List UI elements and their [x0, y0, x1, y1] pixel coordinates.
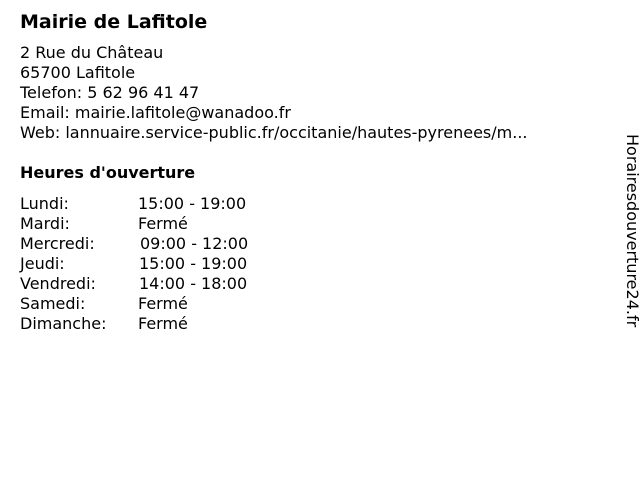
day-label: Jeudi: [20, 254, 65, 273]
day-label: Lundi: [20, 194, 69, 213]
hours-row-saturday [20, 294, 320, 314]
day-label: Mardi: [20, 214, 70, 233]
address-block [20, 43, 527, 143]
page-title: Mairie de Lafitole [20, 11, 208, 33]
time-value: 15:00 - 19:00 [138, 194, 247, 213]
time-value: 14:00 - 18:00 [139, 274, 248, 293]
opening-hours-heading: Heures d'ouverture [20, 163, 196, 182]
website-url: Web: lannuaire.service-public.fr/occitanie/hautes-pyrenees/m... [20, 123, 528, 142]
hours-row-monday [20, 194, 320, 214]
hours-row-tuesday [20, 214, 320, 234]
city-postal-code: 65700 Lafitole [20, 63, 136, 82]
time-value: 09:00 - 12:00 [140, 234, 249, 253]
day-label: Samedi: [20, 294, 86, 313]
time-value: Fermé [138, 214, 188, 233]
opening-hours-table [20, 194, 320, 334]
hours-row-thursday [20, 254, 320, 274]
day-label: Mercredi: [20, 234, 95, 253]
email-address: Email: mairie.lafitole@wanadoo.fr [20, 103, 291, 122]
time-value: Fermé [138, 294, 188, 313]
hours-row-friday [20, 274, 320, 294]
street-address: 2 Rue du Château [20, 43, 164, 62]
phone-number: Telefon: 5 62 96 41 47 [20, 83, 200, 102]
watermark-site-name: Horairesdouverture24.fr [623, 134, 642, 328]
time-value: Fermé [138, 314, 188, 333]
day-label: Vendredi: [20, 274, 96, 293]
hours-row-wednesday [20, 234, 320, 254]
hours-row-sunday [20, 314, 320, 334]
day-label: Dimanche: [20, 314, 107, 333]
time-value: 15:00 - 19:00 [139, 254, 248, 273]
